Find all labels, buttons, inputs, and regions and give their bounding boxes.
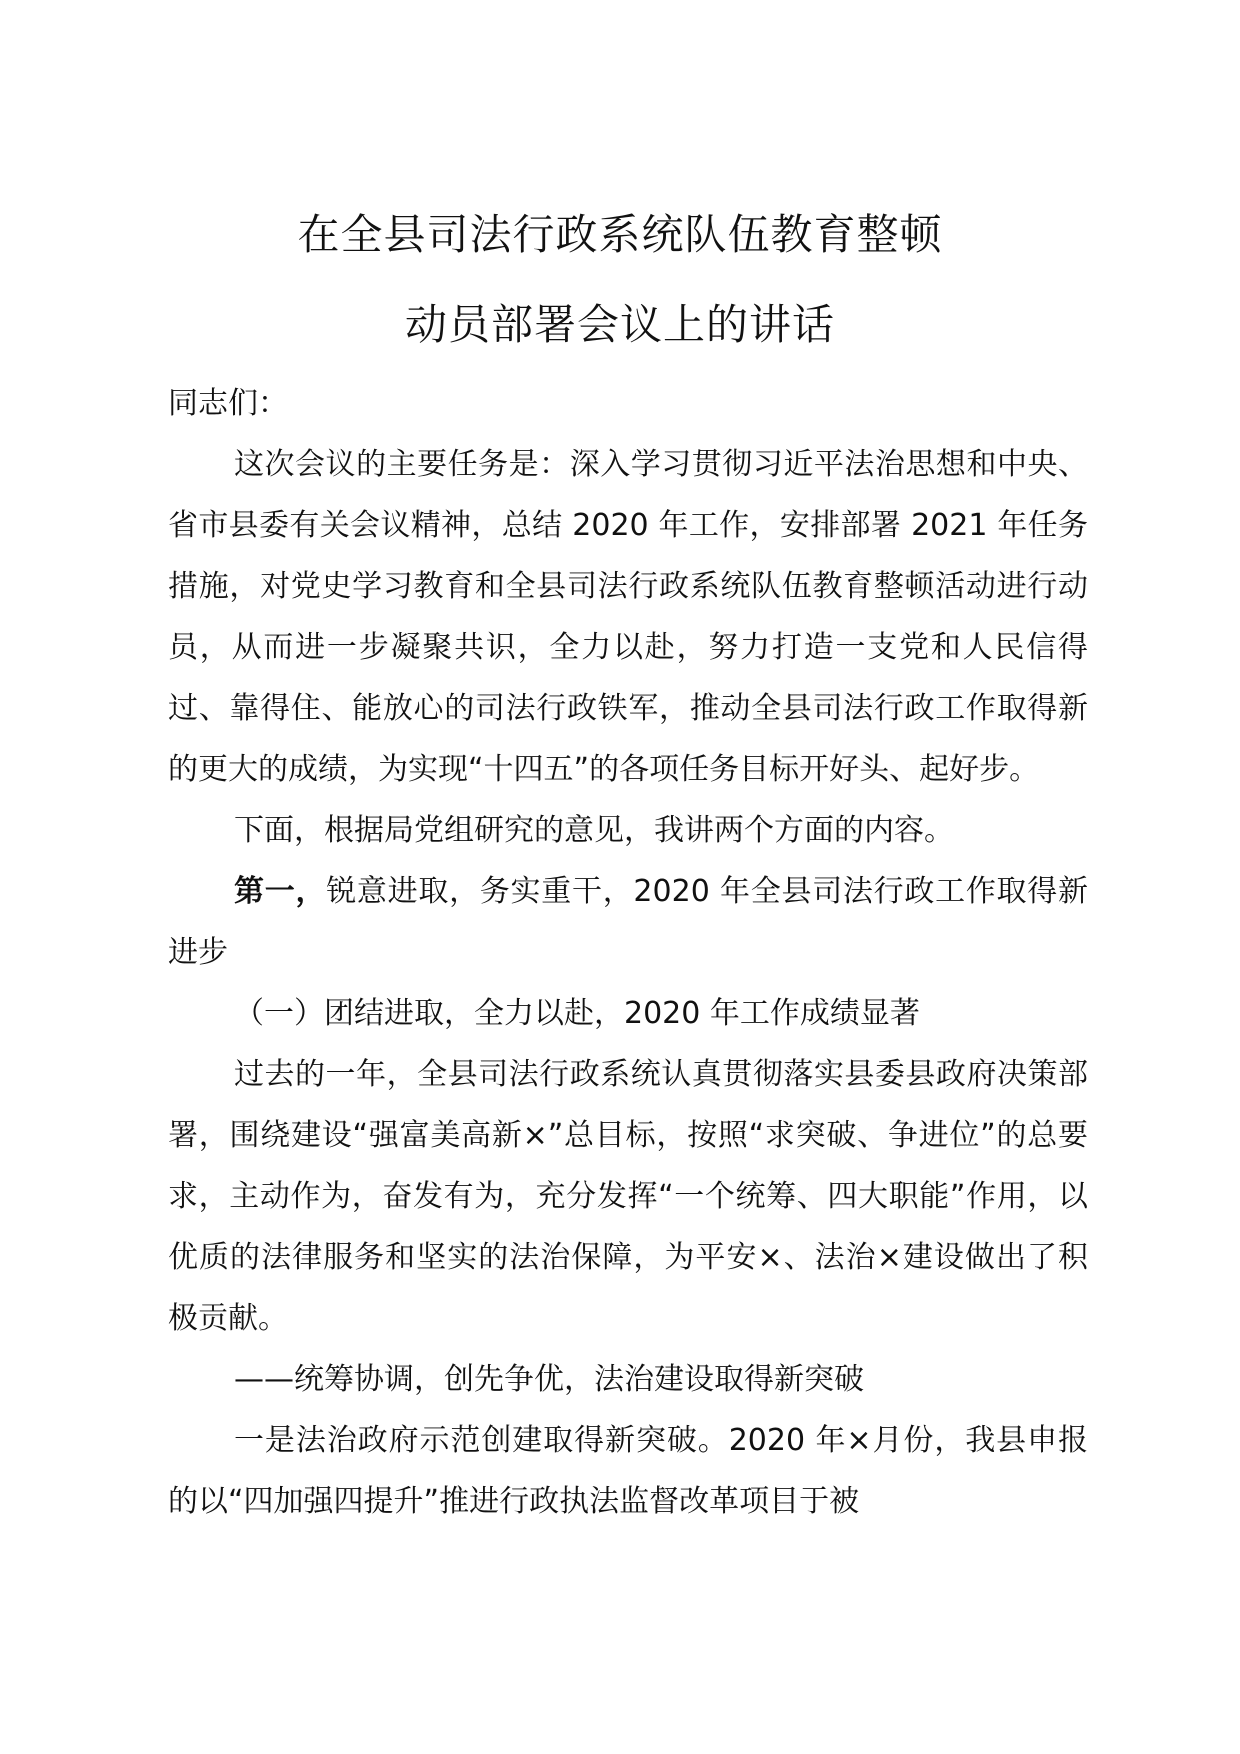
document-body [168,373,1088,1532]
section-heading-1-text: 锐意进取，务实重干，2020 年全县司法行政工作取得新进步 [168,874,1089,970]
paragraph-law-government: 一是法治政府示范创建取得新突破。2020 年×月份，我县申报的以“四加强四提升”推进行政执法监督改革项目于被 [168,1423,1088,1519]
paragraph-past-year: 过去的一年，全县司法行政系统认真贯彻落实县委县政府决策部署，围绕建设“强富美高新×”总目标，按照“求突破、争进位”的总要求，主动作为，奋发有为，充分发挥“一个统筹、四大职能”作用，以优质的法律服务和坚实的法治保障，为平安×、法治×建设做出了积极贡献。 [168,1057,1088,1336]
paragraph-intro: 这次会议的主要任务是：深入学习贯彻习近平法治思想和中央、省市县委有关会议精神，总结 2020 年工作，安排部署 2021 年任务措施，对党史学习教育和全县司法行政系统队伍教育整顿活动进行动员，从而进一步凝聚共识，全力以赴，努力打造一支党和人民信得过、靠得住、能放心的司法行政铁军，推动全县司法行政工作取得新的更大的成绩，为实现“十四五”的各项任务目标开好头、起好步。 [168,447,1088,787]
section-heading-1-lead: 第一， [234,874,327,909]
subheading-rule-of-law: ——统筹协调，创先争优，法治建设取得新突破 [234,1362,864,1397]
subsection-heading-1: （一）团结进取，全力以赴，2020 年工作成绩显著 [234,996,920,1031]
paragraph-overview: 下面，根据局党组研究的意见，我讲两个方面的内容。 [234,813,954,848]
salutation: 同志们： [168,386,288,421]
document-title-line-1: 在全县司法行政系统队伍教育整顿 [297,210,943,259]
section-heading-1 [168,861,1088,983]
document-title-line-2: 动员部署会议上的讲话 [404,300,835,349]
